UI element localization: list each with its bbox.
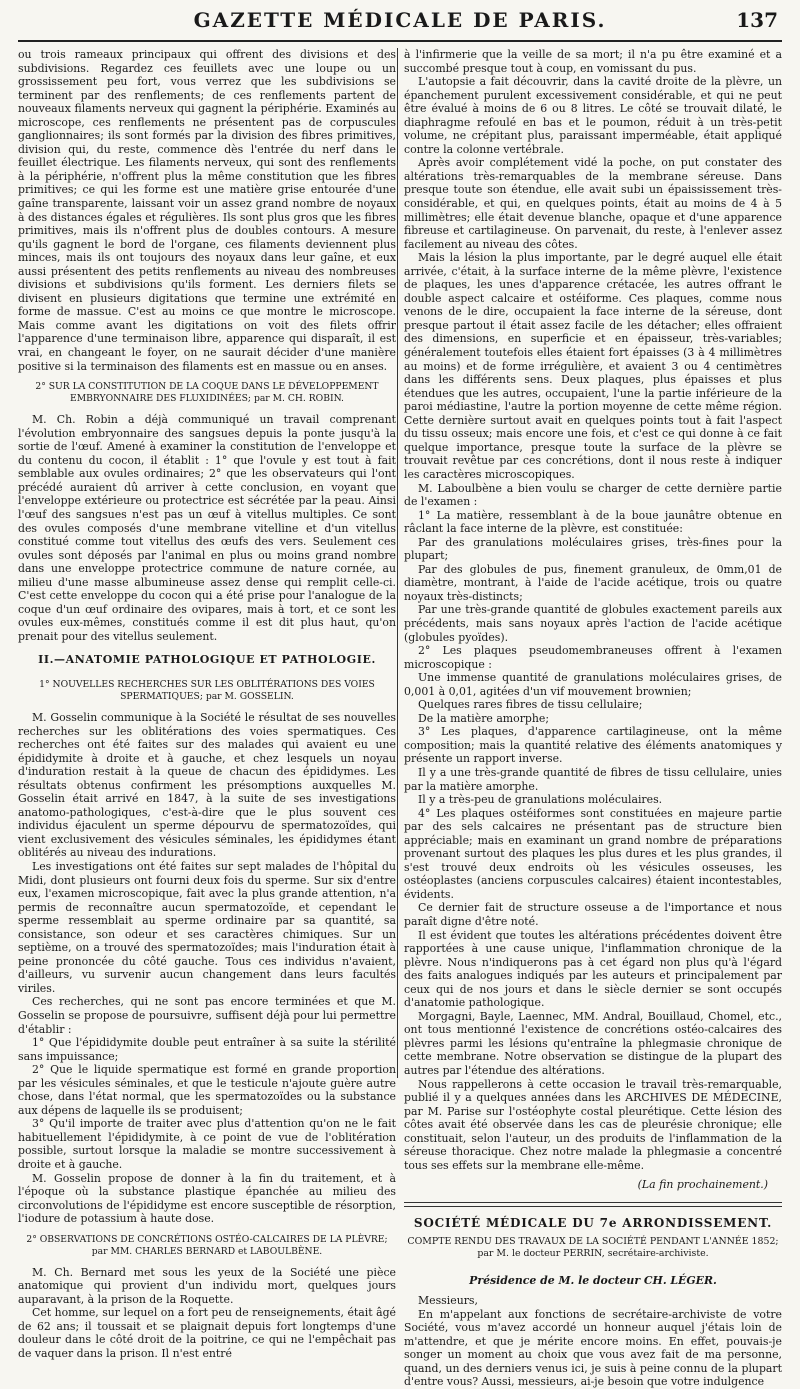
page-header [18, 6, 782, 42]
paragraph: Mais la lésion la plus importante, par le degré auquel elle était arrivée, c'était, à la surface interne de la même plèvre, l'existence de plaques, les unes d'apparence crétacée, les autres offrant le double aspect calcaire et ostéiforme. Ces plaques, comme nous venons de le dire, occupaient la face interne de la séreuse, dont presque partout il était assez facile de les détacher; elles offraient des dimensions, en superficie et en épaisseur, très-variables; généralement toutefois elles étaient fort épaisses (3 à 4 millimètres au moins) et de forme irrégulière, et avaient 3 ou 4 centimètres dans les différents sens. Deux plaques, plus épaisses et plus étendues que les autres, occupaient, l'une la partie inférieure de la paroi médiastine, l'autre la portion moyenne de cette même région. Cette dernière surtout avait en quelques points tout à fait l'aspect du tissu osseux; mais encore une fois, et c'est ce qui donne à ce fait quelque importance, presque toute la surface de la plèvre se trouvait revêtue par ces concrétions, dont il nous reste à indiquer les caractères microscopiques. [404, 251, 782, 481]
paragraph: Par une très-grande quantité de globules exactement pareils aux précédents, mais sans noyaux après l'action de l'acide acétique (globules pyoïdes). [404, 603, 782, 644]
paragraph: 1° Que l'épididymite double peut entraîner à sa suite la stérilité sans impuissance; [18, 1036, 396, 1063]
paragraph: M. Laboulbène a bien voulu se charger de cette dernière partie de l'examen : [404, 481, 782, 509]
section-divider [404, 1202, 782, 1207]
section-heading: II.—ANATOMIE PATHOLOGIQUE ET PATHOLOGIE. [38, 653, 376, 667]
paragraph: 4° Les plaques ostéiformes sont constituées en majeure partie par des sels calcaires ne présentant pas de structure bien appréciable; mais en examinant un grand nombre de préparations provenant surtout des plaques les plus dures et les plus grandes, il s'est trouvé deux endroits où les vésicules osseuses, les ostéoplastes (anciens corpuscules calcaires) étaient incontestables, évidents. [404, 806, 782, 901]
paragraph: De la matière amorphe; [418, 711, 549, 725]
column-divider [397, 48, 398, 1078]
presidency-line: Présidence de M. le docteur CH. LÉGER. [469, 1274, 717, 1288]
society-title: SOCIÉTÉ MÉDICALE DU 7e ARRONDISSEMENT. [413, 1215, 773, 1230]
paragraph: 1° La matière, ressemblant à de la boue jaunâtre obtenue en râclant la face interne de la plèvre, est constituée: [404, 508, 782, 536]
paragraph: Nous rappellerons à cette occasion le travail très-remarquable, publié il y a quelques années dans les ARCHIVES DE MÉDECINE, par M. Parise sur l'ostéophyte costal pleurétique. Cette lésion des côtes avait été observée dans les cas de pleurésie chronique; elle constituait, selon l'auteur, un des produits de l'inflammation de la séreuse thoracique. Chez notre malade la phlegmasie a concentré tous ses effets sur la membrane elle-même. [404, 1077, 782, 1172]
paragraph: Par des globules de pus, finement granuleux, de 0mm,01 de diamètre, montrant, à l'aide de l'acide acétique, trois ou quatre noyaux très-distincts; [404, 562, 782, 603]
journal-title: GAZETTE MÉDICALE DE PARIS. [193, 8, 607, 32]
paragraph: 2° Que le liquide spermatique est formé en grande proportion par les vésicules séminales, et que le testicule n'ajoute guère autre chose, dans l'état normal, que les spermatozoïdes ou la substance aux dépens de laquelle ils se produisent; [18, 1063, 396, 1117]
paragraph: Morgagni, Bayle, Laennec, MM. Andral, Bouillaud, Chomel, etc., ont tous mentionné l'existence de concrétions ostéo-calcaires des plèvres parmi les lésions qu'entraîne la phlegmasie chronique de cette membrane. Notre observation se distingue de la plupart des autres par l'étendue des altérations. [404, 1009, 782, 1078]
paragraph: ou trois rameaux principaux qui offrent des divisions et des subdivisions. Regardez ces feuillets avec une loupe ou un grossissement peu fort, vous verrez que les subdivisions se terminent par des renflements; de ces renflements partent de nouveaux filaments nerveux qui gagnent la périphérie. Examinés au microscope, ces renflements ne présentent pas de corpuscules ganglionnaires; ils sont formés par la division des fibres primitives, division qui, du reste, commence dès l'entrée du nerf dans le feuillet électrique. Les filaments nerveux, qui sont des renflements à la périphérie, n'offrent plus la même constitution que les fibres primitives; ce qui les forme est une matière grise entourée d'une gaîne transparente, laissant voir un assez grand nombre de noyaux à des distances égales et régulières. Ils sont plus gros que les fibres primitives, mais ils n'offrent plus de doubles contours. A mesure qu'ils gagnent le bord de l'organe, ces filaments deviennent plus minces, mais ils ont toujours des noyaux dans leur gaîne, et eux aussi présentent des petits renflements au niveau des nombreuses divisions et subdivisions qu'ils forment. Les derniers filets se divisent en plusieurs digitations que termine une extrémité en forme de massue. C'est au moins ce que montre le microscope. Mais comme avant les digitations on voit des filets offrir l'apparence d'une terminaison libre, apparence qui disparaît, il est vrai, en changeant le foyer, on ne saurait décider d'une manière positive si la terminaison des filaments est en massue ou en anses. [18, 48, 396, 373]
report-subtitle: COMPTE RENDU DES TRAVAUX DE LA SOCIÉTÉ PENDANT L'ANNÉE 1852; par M. le docteur PERRIN, secrétaire-archiviste. [407, 1236, 779, 1260]
paragraph: Ces recherches, qui ne sont pas encore terminées et que M. Gosselin se propose de poursuivre, suffisent déjà pour lui permettre d'établir : [18, 995, 396, 1036]
paragraph: Quelques rares fibres de tissu cellulaire; [418, 698, 643, 712]
paragraph: Par des granulations moléculaires grises, très-fines pour la plupart; [404, 535, 782, 563]
paragraph: L'autopsie a fait découvrir, dans la cavité droite de la plèvre, un épanchement purulent excessivement considérable, et qui ne peut être évalué à moins de 6 ou 8 litres. Le côté se trouvait dilaté, le diaphragme refoulé en bas et le poumon, réduit à un très-petit volume, ne crépitant plus, paraissant imperméable, était appliqué contre la colonne vertébrale. [404, 75, 782, 156]
subsection-heading: 1° NOUVELLES RECHERCHES SUR LES OBLITÉRATIONS DES VOIES SPERMATIQUES; par M. GOSSELIN. [39, 678, 375, 702]
paragraph: Ce dernier fait de structure osseuse a de l'importance et nous paraît digne d'être noté. [404, 901, 782, 928]
right-column [404, 48, 782, 1389]
paragraph: M. Ch. Robin a déjà communiqué un travail comprenant l'évolution embryonnaire des sangsues depuis la ponte jusqu'à la sortie de l'œuf. Amené à examiner la constitution de l'enveloppe et du contenu du cocon, il établit : 1° que l'ovule y est tout à fait semblable aux ovules ordinaires; 2° que les observateurs qui l'ont précédé auraient dû arriver à cette conclusion, en voyant que l'enveloppe extérieure ou protectrice est sécrétée par la peau. Ainsi l'œuf des sangsues n'est pas un œuf à vitellus multiples. Ce sont des ovules composés d'une membrane vitelline et d'un vitellus constitué comme tout vitellus des œufs des vers. Seulement ces ovules sont déposés par l'animal en plus ou moins grand nombre dans une enveloppe protectrice commune de nature cornée, au milieu d'une masse albumineuse assez dense qui remplit celle-ci. C'est cette enveloppe du cocon qui a été prise pour l'analogue de la coque d'un œuf ordinaire des ovipares, mais à tort, et ce sont les ovules eux-mêmes, constitués comme il est dit plus haut, qu'on prenait pour des vitellus seulement. [18, 413, 396, 643]
page-number: 137 [736, 8, 778, 32]
paragraph: Après avoir complétement vidé la poche, on put constater des altérations très-remarquables de la membrane séreuse. Dans presque toute son étendue, elle avait subi un épaississement très-considérable, et qui, en quelques points, était au moins de 4 à 5 millimètres; elle était devenue blanche, opaque et d'une apparence fibreuse et cartilagineuse. On parvenait, du reste, à l'enlever assez facilement au niveau des côtes. [404, 156, 782, 251]
paragraph: M. Gosselin communique à la Société le résultat de ses nouvelles recherches sur les oblitérations des voies spermatiques. Ces recherches ont été faites sur des malades qui avaient eu une épididymite à droite et à gauche, et chez lesquels un noyau d'induration restait à la queue de chacun des épididymes. Les résultats obtenus confirment les présomptions auxquelles M. Gosselin était arrivé en 1847, à la suite de ses investigations anatomo-pathologiques, c'est-à-dire que le plus souvent ces individus éjaculent un sperme dépourvu de spermatozoïdes, qui vient exclusivement des vésicules séminales, les épididymes étant oblitérés au niveau des indurations. [18, 710, 396, 860]
paragraph: à l'infirmerie que la veille de sa mort; il n'a pu être examiné et a succombé presque tout à coup, en vomissant du pus. [404, 48, 782, 75]
paragraph: 3° Qu'il importe de traiter avec plus d'attention qu'on ne le fait habituellement l'épididymite, à ce point de vue de l'oblitération possible, surtout lorsque la maladie se montre successivement à droite et à gauche. [18, 1117, 396, 1172]
paragraph: En m'appelant aux fonctions de secrétaire-archiviste de votre Société, vous m'avez accordé un honneur auquel j'étais loin de m'attendre, et que je mérite encore moins. En effet, pouvais-je songer un moment au choix que vous avez fait de ma personne, quand, un des derniers venus ici, je suis à peine connu de la plupart d'entre vous? Aussi, messieurs, ai-je besoin que votre indulgence [404, 1307, 782, 1389]
paragraph: Cet homme, sur lequel on a fort peu de renseignements, était âgé de 62 ans; il toussait et se plaignait depuis fort longtemps d'une douleur dans le côté droit de la poitrine, ce qui ne l'empêchait pas de vaquer dans la prison. Il n'est entré [18, 1306, 397, 1361]
paragraph: Une immense quantité de granulations moléculaires grises, de 0,001 à 0,01, agitées d'un vif mouvement brownien; [404, 671, 782, 698]
paragraph: Les investigations ont été faites sur sept malades de l'hôpital du Midi, dont plusieurs ont fourni deux fois du sperme. Sur six d'entre eux, l'examen microscopique, fait avec la plus grande attention, n'a permis de reconnaître aucun spermatozoïde, et cependant le sperme ressemblait au sperme ordinaire par sa quantité, sa consistance, son odeur et ses caractères chimiques. Sur un septième, on a trouvé des spermatozoïdes; mais l'induration était à peine prononcée du côté gauche. Tous ces individus n'avaient, d'ailleurs, vu survenir aucun changement dans leurs facultés viriles. [18, 859, 396, 995]
continued-note: (La fin prochainement.) [637, 1178, 768, 1192]
paragraph: 2° Les plaques pseudomembraneuses offrent à l'examen microscopique : [404, 644, 782, 671]
left-column [18, 48, 396, 1361]
paragraph: M. Ch. Bernard met sous les yeux de la Société une pièce anatomique qui provient d'un individu mort, quelques jours auparavant, à la prison de la Roquette. [18, 1265, 396, 1306]
paragraph: M. Gosselin propose de donner à la fin du traitement, et à l'époque où la substance plastique épanchée au milieu des circonvolutions de l'épididyme est encore susceptible de résorption, l'iodure de potassium à haute dose. [18, 1171, 396, 1226]
paragraph: Il y a très-peu de granulations moléculaires. [418, 793, 663, 807]
paragraph: 3° Les plaques, d'apparence cartilagineuse, ont la même composition; mais la quantité relative des éléments anatomiques y présente un rapport inverse. [404, 725, 782, 766]
paragraph: Il est évident que toutes les altérations précédentes doivent être rapportées à une cause unique, l'inflammation chronique de la plèvre. Nous n'indiquerons pas à cet égard non plus qu'à l'égard des faits analogues indiqués par les auteurs et principalement par ceux qui de nos jours et dans le siècle dernier se sont occupés d'anatomie pathologique. [404, 928, 782, 1010]
salutation: Messieurs, [418, 1294, 478, 1308]
subsection-heading: 2° OBSERVATIONS DE CONCRÉTIONS OSTÉO-CALCAIRES DE LA PLÈVRE; par MM. CHARLES BERNARD et LABOULBÈNE. [26, 1233, 388, 1257]
subsection-heading: 2° SUR LA CONSTITUTION DE LA COQUE DANS LE DÉVELOPPEMENT EMBRYONNAIRE DES FLUXIDINÉES; par M. CH. ROBIN. [35, 381, 379, 405]
paragraph: Il y a une très-grande quantité de fibres de tissu cellulaire, unies par la matière amorphe. [404, 765, 782, 793]
